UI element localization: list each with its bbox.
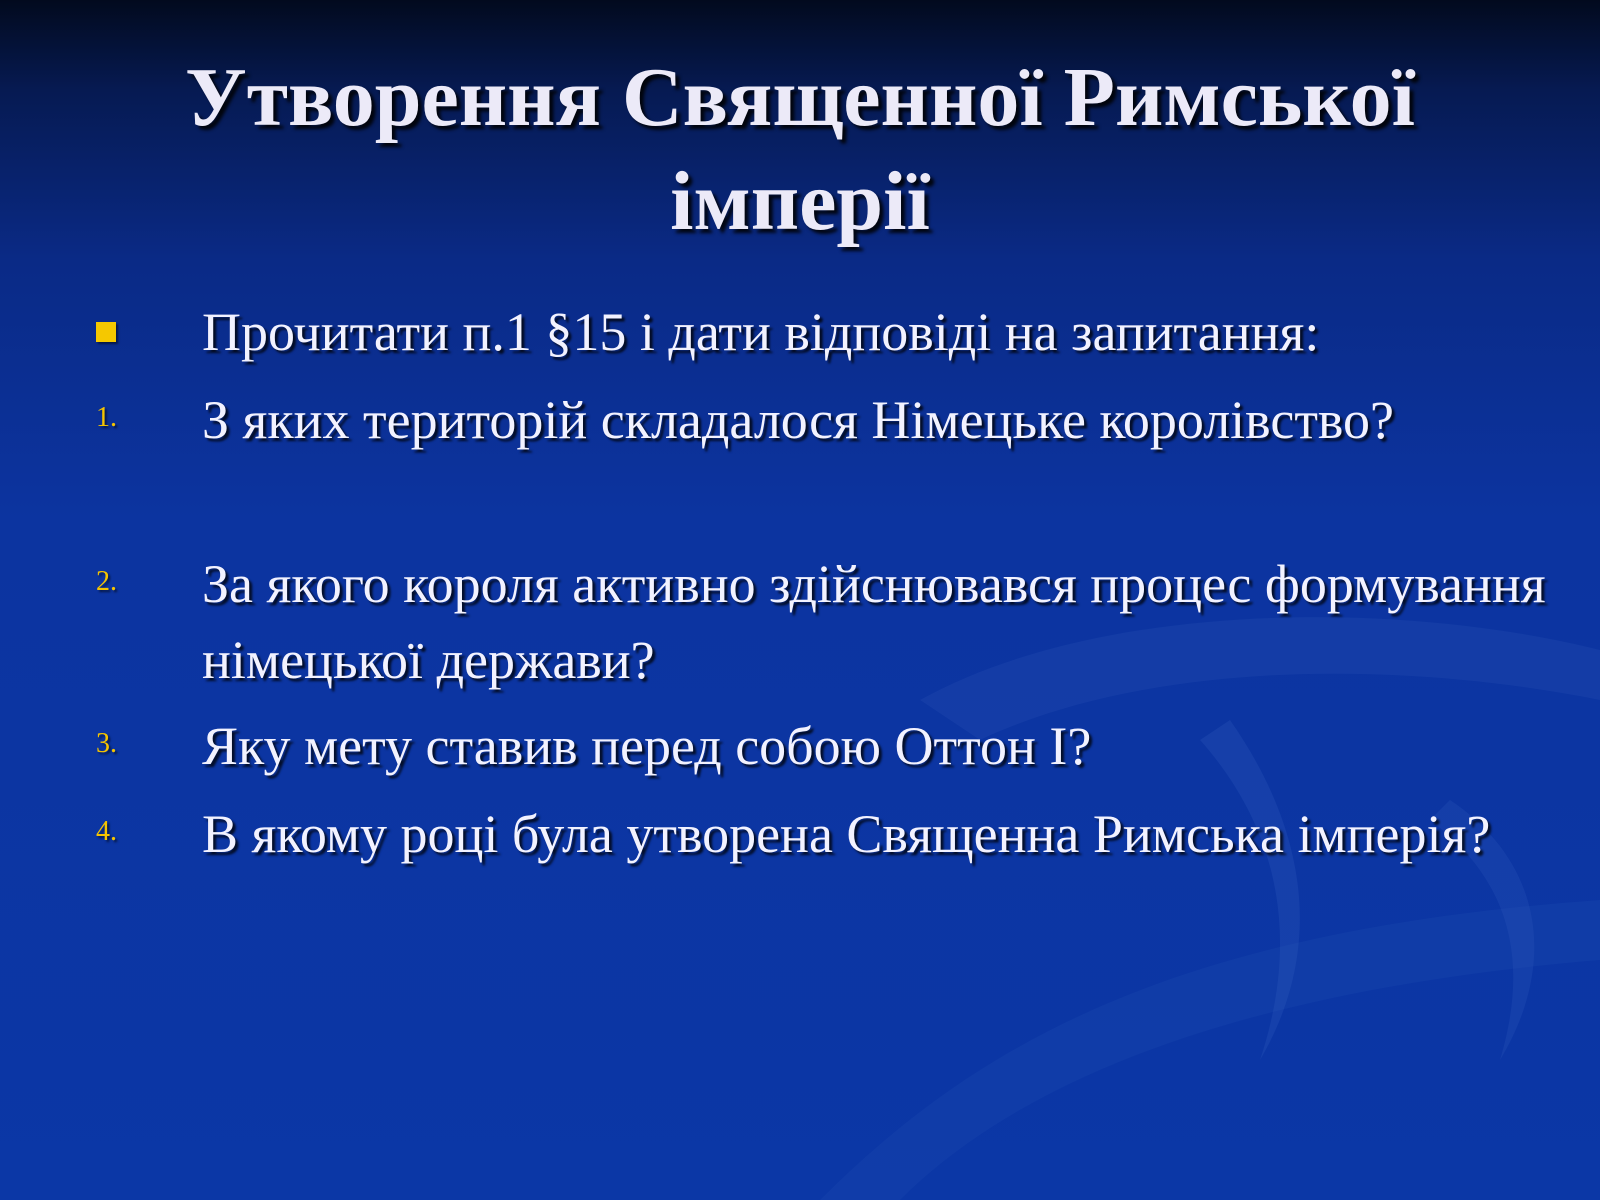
yellow-square-bullet-icon [96,322,116,342]
question-text: Яку мету ставив перед собою Оттон І? [202,716,1092,776]
question-text: В якому році була утворена Священна Римська імперія? [202,804,1491,864]
list-number: 4. [96,816,117,847]
list-number: 1. [96,402,117,433]
question-text: За якого короля активно здійснювався процес формування німецької держави? [202,554,1546,690]
slide-title: Утворення Священної Римської імперії [185,51,1415,248]
question-text: З яких територій складалося Німецьке королівство? [202,390,1395,450]
intro-text: Прочитати п.1 §15 і дати відповіді на запитання: [202,302,1320,362]
list-number: 2. [96,566,117,597]
list-number: 3. [96,728,117,759]
